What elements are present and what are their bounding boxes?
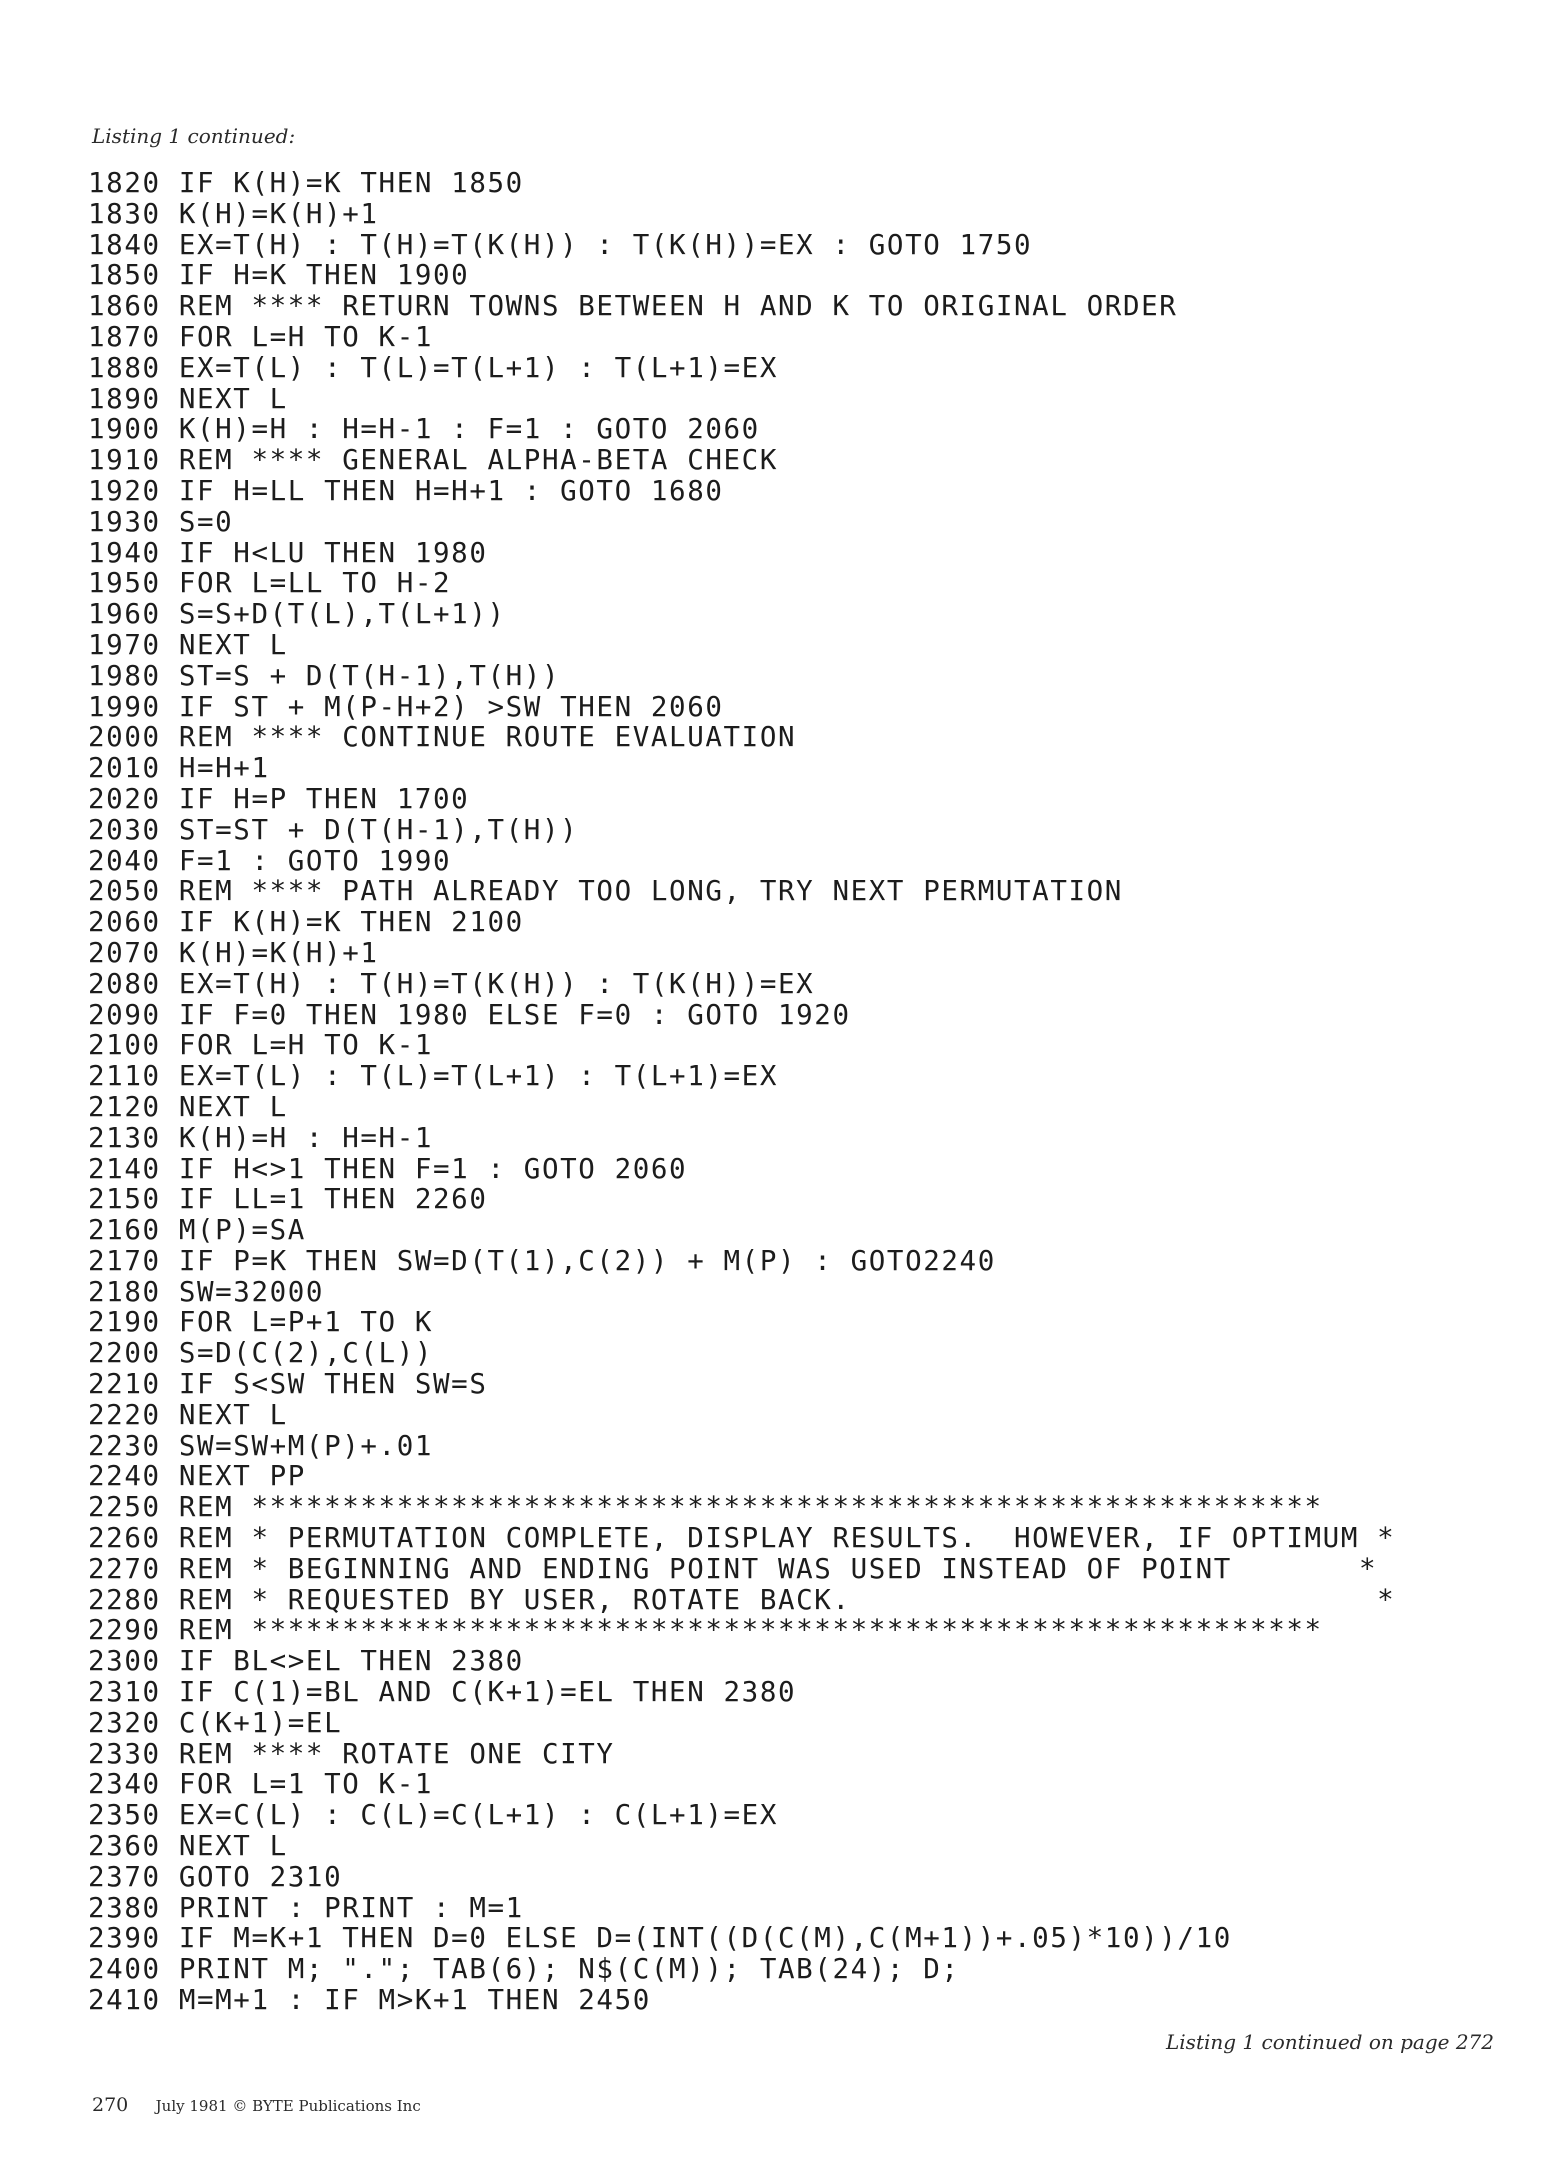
line-code: S=S+D(T(L),T(L+1)) (178, 598, 506, 631)
line-number: 2170 (88, 1244, 161, 1277)
page-footer (92, 2094, 421, 2116)
code-line (88, 1000, 1395, 1031)
code-line (88, 1523, 1395, 1554)
line-code: EX=T(H) : T(H)=T(K(H)) : T(K(H))=EX (178, 967, 815, 1000)
line-code: IF S<SW THEN SW=S (178, 1368, 488, 1401)
line-code: IF H<LU THEN 1980 (178, 536, 488, 569)
line-number: 1970 (88, 628, 161, 661)
line-code: REM * BEGINNING AND ENDING POINT WAS USED INSTEAD OF POINT * (178, 1552, 1378, 1585)
code-line (88, 1338, 1395, 1369)
code-line (88, 1708, 1395, 1739)
code-line (88, 538, 1395, 569)
line-number: 1880 (88, 351, 161, 384)
line-number: 2010 (88, 752, 161, 785)
line-number: 1960 (88, 598, 161, 631)
line-number: 2320 (88, 1706, 161, 1739)
line-code: C(K+1)=EL (178, 1706, 343, 1739)
line-code: IF K(H)=K THEN 1850 (178, 167, 524, 199)
code-line (88, 661, 1395, 692)
line-code: K(H)=H : H=H-1 (178, 1121, 434, 1154)
code-line (88, 1985, 1395, 2016)
line-number: 1830 (88, 197, 161, 230)
line-number: 2310 (88, 1676, 161, 1709)
line-number: 2410 (88, 1984, 161, 2017)
code-line (88, 1615, 1395, 1646)
code-line (88, 1307, 1395, 1338)
code-line (88, 938, 1395, 969)
line-number: 2380 (88, 1891, 161, 1924)
line-code: NEXT L (178, 628, 288, 661)
line-code: REM **** PATH ALREADY TOO LONG, TRY NEXT PERMUTATION (178, 875, 1123, 908)
code-listing (88, 168, 1395, 2016)
line-code: REM **** RETURN TOWNS BETWEEN H AND K TO ORIGINAL ORDER (178, 290, 1178, 323)
line-number: 2210 (88, 1368, 161, 1401)
code-line (88, 1800, 1395, 1831)
publication-line: July 1981 © BYTE Publications Inc (155, 2097, 421, 2115)
code-line (88, 784, 1395, 815)
code-line (88, 507, 1395, 538)
code-line (88, 1646, 1395, 1677)
code-line (88, 1215, 1395, 1246)
line-code: IF ST + M(P-H+2) >SW THEN 2060 (178, 690, 724, 723)
line-number: 1900 (88, 413, 161, 446)
line-code: IF C(1)=BL AND C(K+1)=EL THEN 2380 (178, 1676, 797, 1709)
line-number: 2330 (88, 1737, 161, 1770)
line-number: 2370 (88, 1860, 161, 1893)
code-line (88, 476, 1395, 507)
line-number: 1930 (88, 505, 161, 538)
line-number: 1850 (88, 259, 161, 292)
line-number: 2000 (88, 721, 161, 754)
line-code: F=1 : GOTO 1990 (178, 844, 452, 877)
code-line (88, 1923, 1395, 1954)
line-number: 2230 (88, 1429, 161, 1462)
line-number: 1840 (88, 228, 161, 261)
line-code: NEXT L (178, 1398, 288, 1431)
code-line (88, 846, 1395, 877)
code-line (88, 1246, 1395, 1277)
line-code: NEXT PP (178, 1460, 306, 1493)
line-code: IF BL<>EL THEN 2380 (178, 1645, 524, 1678)
code-line (88, 1154, 1395, 1185)
page-number: 270 (92, 2094, 129, 2116)
line-code: IF H=LL THEN H=H+1 : GOTO 1680 (178, 474, 724, 507)
code-line (88, 1893, 1395, 1924)
line-code: K(H)=K(H)+1 (178, 197, 379, 230)
line-number: 2290 (88, 1614, 161, 1647)
code-line (88, 1954, 1395, 1985)
line-number: 1890 (88, 382, 161, 415)
line-number: 2360 (88, 1830, 161, 1863)
line-number: 2030 (88, 813, 161, 846)
continuation-note: Listing 1 continued on page 272 (1166, 2030, 1494, 2054)
code-line (88, 692, 1395, 723)
line-number: 2280 (88, 1583, 161, 1616)
line-code: IF P=K THEN SW=D(T(1),C(2)) + M(P) : GOTO2240 (178, 1244, 996, 1277)
line-code: REM **** CONTINUE ROUTE EVALUATION (178, 721, 797, 754)
line-number: 2270 (88, 1552, 161, 1585)
line-code: REM * PERMUTATION COMPLETE, DISPLAY RESULTS. HOWEVER, IF OPTIMUM * (178, 1522, 1396, 1555)
line-code: IF H=P THEN 1700 (178, 782, 470, 815)
line-number: 2090 (88, 998, 161, 1031)
line-code: REM **** ROTATE ONE CITY (178, 1737, 615, 1770)
line-code: SW=SW+M(P)+.01 (178, 1429, 434, 1462)
line-code: NEXT L (178, 382, 288, 415)
line-number: 2340 (88, 1768, 161, 1801)
line-number: 1990 (88, 690, 161, 723)
line-code: S=D(C(2),C(L)) (178, 1337, 434, 1370)
line-code: S=0 (178, 505, 234, 538)
line-number: 2180 (88, 1275, 161, 1308)
line-code: H=H+1 (178, 752, 270, 785)
code-line (88, 753, 1395, 784)
line-number: 2130 (88, 1121, 161, 1154)
line-code: IF K(H)=K THEN 2100 (178, 906, 524, 939)
line-number: 2400 (88, 1953, 161, 1986)
line-code: FOR L=H TO K-1 (178, 1029, 434, 1062)
line-code: EX=C(L) : C(L)=C(L+1) : C(L+1)=EX (178, 1799, 778, 1832)
line-code: NEXT L (178, 1090, 288, 1123)
line-code: IF M=K+1 THEN D=0 ELSE D=(INT((D(C(M),C(M+1))+.05)*10))/10 (178, 1922, 1232, 1955)
code-line (88, 1831, 1395, 1862)
line-number: 2050 (88, 875, 161, 908)
line-number: 2150 (88, 1183, 161, 1216)
code-line (88, 384, 1395, 415)
code-line (88, 1277, 1395, 1308)
line-number: 1820 (88, 167, 161, 199)
code-line (88, 353, 1395, 384)
code-line (88, 1061, 1395, 1092)
code-line (88, 414, 1395, 445)
line-number: 1870 (88, 320, 161, 353)
line-number: 2100 (88, 1029, 161, 1062)
code-line (88, 1862, 1395, 1893)
code-line (88, 1184, 1395, 1215)
code-line (88, 1092, 1395, 1123)
line-code: M=M+1 : IF M>K+1 THEN 2450 (178, 1984, 651, 2017)
line-code: EX=T(L) : T(L)=T(L+1) : T(L+1)=EX (178, 351, 778, 384)
code-line (88, 815, 1395, 846)
code-line (88, 1492, 1395, 1523)
line-code: K(H)=K(H)+1 (178, 936, 379, 969)
line-code: FOR L=1 TO K-1 (178, 1768, 434, 1801)
listing-heading: Listing 1 continued: (92, 124, 296, 148)
code-line (88, 168, 1395, 199)
line-number: 2200 (88, 1337, 161, 1370)
line-number: 1860 (88, 290, 161, 323)
line-number: 1920 (88, 474, 161, 507)
code-line (88, 876, 1395, 907)
code-line (88, 260, 1395, 291)
code-line (88, 1030, 1395, 1061)
line-code: REM * REQUESTED BY USER, ROTATE BACK. * (178, 1583, 1396, 1616)
line-number: 2250 (88, 1491, 161, 1524)
code-line (88, 199, 1395, 230)
line-number: 2080 (88, 967, 161, 1000)
line-code: M(P)=SA (178, 1214, 306, 1247)
line-number: 2120 (88, 1090, 161, 1123)
line-code: FOR L=LL TO H-2 (178, 567, 452, 600)
line-code: K(H)=H : H=H-1 : F=1 : GOTO 2060 (178, 413, 760, 446)
line-number: 2300 (88, 1645, 161, 1678)
line-number: 2140 (88, 1152, 161, 1185)
line-code: IF LL=1 THEN 2260 (178, 1183, 488, 1216)
line-code: PRINT : PRINT : M=1 (178, 1891, 524, 1924)
line-number: 2190 (88, 1306, 161, 1339)
line-code: EX=T(L) : T(L)=T(L+1) : T(L+1)=EX (178, 1060, 778, 1093)
code-line (88, 599, 1395, 630)
line-number: 2060 (88, 906, 161, 939)
line-code: REM **** GENERAL ALPHA-BETA CHECK (178, 444, 778, 477)
code-line (88, 1677, 1395, 1708)
line-code: SW=32000 (178, 1275, 325, 1308)
line-code: IF H<>1 THEN F=1 : GOTO 2060 (178, 1152, 688, 1185)
line-code: ST=S + D(T(H-1),T(H)) (178, 659, 561, 692)
line-number: 2220 (88, 1398, 161, 1431)
line-number: 2260 (88, 1522, 161, 1555)
line-code: GOTO 2310 (178, 1860, 343, 1893)
line-code: FOR L=H TO K-1 (178, 320, 434, 353)
code-line (88, 630, 1395, 661)
line-code: IF F=0 THEN 1980 ELSE F=0 : GOTO 1920 (178, 998, 851, 1031)
line-code: ST=ST + D(T(H-1),T(H)) (178, 813, 579, 846)
line-number: 2240 (88, 1460, 161, 1493)
code-line (88, 291, 1395, 322)
line-code: FOR L=P+1 TO K (178, 1306, 434, 1339)
line-number: 2350 (88, 1799, 161, 1832)
line-code: EX=T(H) : T(H)=T(K(H)) : T(K(H))=EX : GOTO 1750 (178, 228, 1033, 261)
line-code: REM *********************************************************** (178, 1614, 1323, 1647)
line-code: REM *********************************************************** (178, 1491, 1323, 1524)
code-line (88, 230, 1395, 261)
code-line (88, 1554, 1395, 1585)
line-number: 2110 (88, 1060, 161, 1093)
code-line (88, 1123, 1395, 1154)
code-line (88, 1461, 1395, 1492)
code-line (88, 907, 1395, 938)
line-number: 1950 (88, 567, 161, 600)
code-line (88, 445, 1395, 476)
line-code: IF H=K THEN 1900 (178, 259, 470, 292)
code-line (88, 322, 1395, 353)
line-code: PRINT M; "."; TAB(6); N$(C(M)); TAB(24); D; (178, 1953, 960, 1986)
line-number: 2070 (88, 936, 161, 969)
code-line (88, 1400, 1395, 1431)
line-number: 2390 (88, 1922, 161, 1955)
code-line (88, 1369, 1395, 1400)
line-number: 1980 (88, 659, 161, 692)
line-number: 1910 (88, 444, 161, 477)
line-number: 1940 (88, 536, 161, 569)
line-code: NEXT L (178, 1830, 288, 1863)
code-line (88, 969, 1395, 1000)
line-number: 2040 (88, 844, 161, 877)
code-line (88, 568, 1395, 599)
code-line (88, 722, 1395, 753)
code-line (88, 1769, 1395, 1800)
code-line (88, 1431, 1395, 1462)
code-line (88, 1739, 1395, 1770)
code-line (88, 1585, 1395, 1616)
line-number: 2160 (88, 1214, 161, 1247)
line-number: 2020 (88, 782, 161, 815)
